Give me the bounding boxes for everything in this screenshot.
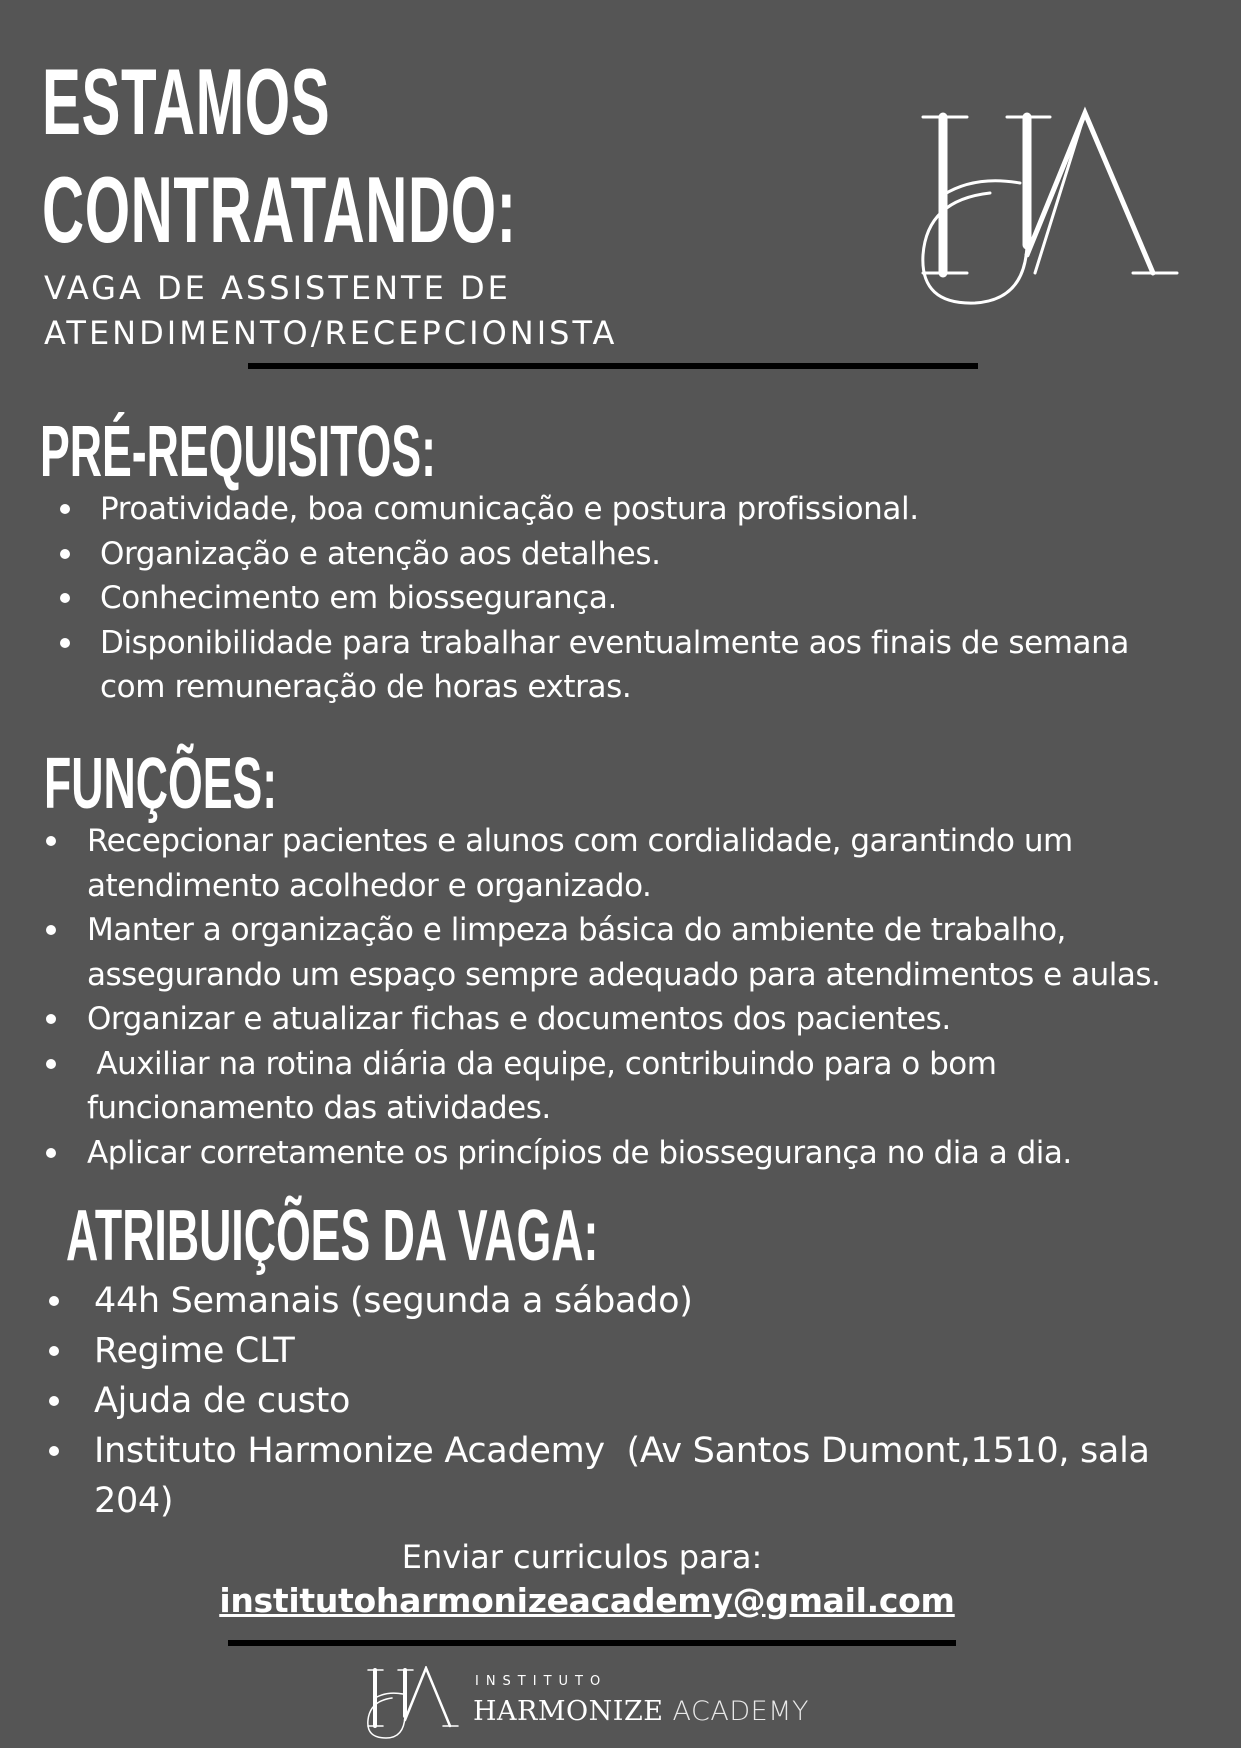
bullet-icon: [46, 836, 56, 846]
bullet-icon: [49, 1446, 59, 1456]
logo-name: [473, 1696, 809, 1727]
ha-monogram-small-icon: [365, 1666, 465, 1742]
job-subtitle: [44, 266, 617, 356]
bullet-icon: [60, 504, 70, 514]
list-item: Organização e atenção aos detalhes.: [0, 532, 1190, 577]
list-item: Organizar e atualizar fichas e documentos dos pacientes.: [0, 997, 1200, 1042]
logo-name-part-1: HARMONIZE: [473, 1696, 664, 1727]
job-subtitle-line-1: VAGA DE ASSISTENTE DE: [44, 269, 511, 307]
functions-list: [0, 819, 1200, 1175]
list-item: Recepcionar pacientes e alunos com cordialidade, garantindo um atendimento acolhedor e organizado.: [0, 819, 1127, 908]
job-subtitle-line-2: ATENDIMENTO/RECEPCIONISTA: [44, 314, 618, 352]
bullet-icon: [49, 1346, 59, 1356]
attributes-list: [0, 1276, 1180, 1526]
headline-line-1: ESTAMOS: [42, 49, 331, 154]
list-item: Manter a organização e limpeza básica do ambiente de trabalho, assegurando um espaço sempre adequado para atendimentos e aulas.: [0, 908, 1200, 997]
list-item: Proatividade, boa comunicação e postura profissional.: [0, 487, 1190, 532]
functions-title: FUNÇÕES:: [44, 744, 278, 824]
prerequisites-title-wrap: [40, 412, 679, 492]
header-divider: [248, 363, 978, 369]
headline: [42, 48, 808, 264]
ha-monogram-logo: [915, 105, 1195, 315]
footer-divider: [228, 1640, 956, 1646]
bullet-icon: [46, 1059, 56, 1069]
attributes-title-wrap: [66, 1196, 925, 1276]
list-item: 44h Semanais (segunda a sábado): [0, 1276, 1180, 1326]
list-item: Conhecimento em biossegurança.: [0, 576, 1190, 621]
list-item: Disponibilidade para trabalhar eventualmente aos finais de semana com remuneração de horas extras.: [0, 621, 1170, 710]
email-link-wrap: [0, 1579, 1174, 1623]
list-item: Regime CLT: [0, 1326, 1180, 1376]
list-item: Ajuda de custo: [0, 1376, 1180, 1426]
bullet-icon: [46, 1148, 56, 1158]
logo-name-part-2: ACADEMY: [672, 1696, 809, 1727]
logo-small-label: INSTITUTO: [475, 1674, 608, 1689]
bullet-icon: [49, 1396, 59, 1406]
bullet-icon: [46, 925, 56, 935]
attributes-title: ATRIBUIÇÕES DA VAGA:: [66, 1196, 599, 1276]
ha-monogram-icon: [915, 105, 1195, 315]
functions-title-wrap: [44, 744, 420, 824]
footer-logo: [365, 1666, 815, 1742]
list-item: Auxiliar na rotina diária da equipe, contribuindo para o bom funcionamento das atividades.: [0, 1042, 1067, 1131]
send-cv-label: Enviar curriculos para:: [401, 1538, 763, 1576]
list-item: Instituto Harmonize Academy (Av Santos Dumont,1510, sala 204): [0, 1426, 1174, 1526]
prerequisites-list: [0, 487, 1190, 710]
bullet-icon: [60, 549, 70, 559]
bullet-icon: [60, 593, 70, 603]
email-link[interactable]: institutoharmonizeacademy@gmail.com: [219, 1581, 955, 1620]
bullet-icon: [46, 1014, 56, 1024]
bullet-icon: [49, 1296, 59, 1306]
headline-line-2: CONTRATANDO:: [42, 157, 517, 262]
list-item: Aplicar corretamente os princípios de biossegurança no dia a dia.: [0, 1131, 1200, 1176]
bullet-icon: [60, 638, 70, 648]
prerequisites-title: PRÉ-REQUISITOS:: [40, 412, 437, 492]
